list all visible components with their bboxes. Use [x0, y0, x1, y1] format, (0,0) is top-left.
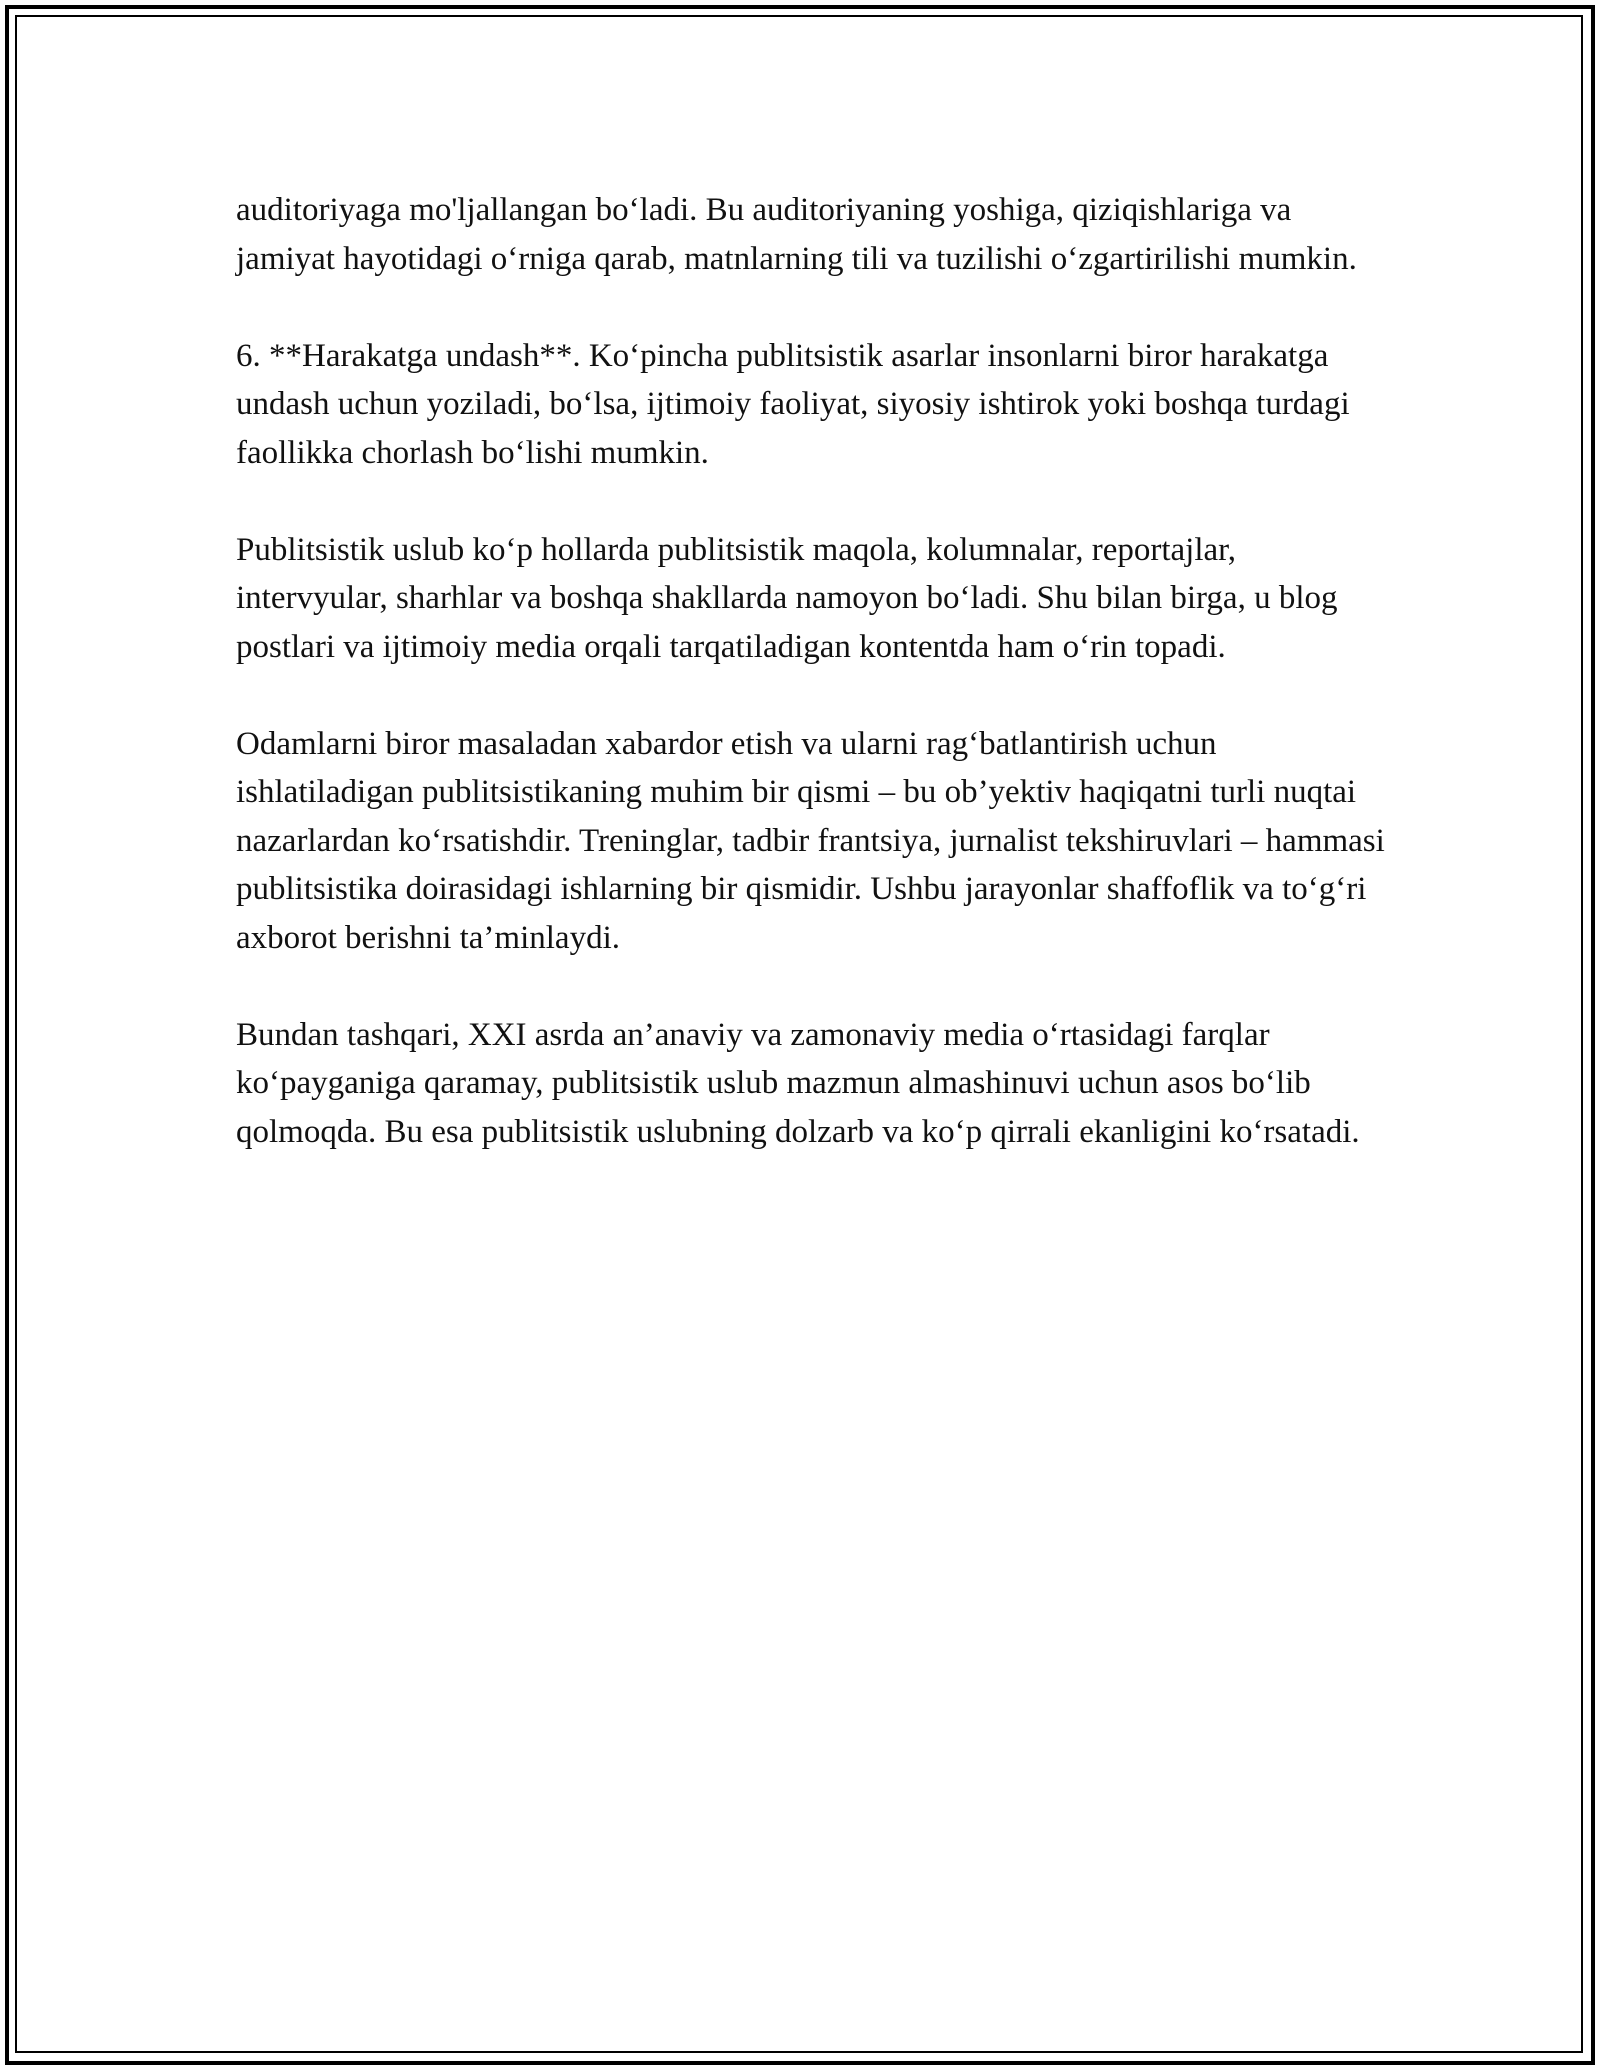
paragraph-audience: auditoriyaga mo'ljallangan bo‘ladi. Bu auditoriyaning yoshiga, qiziqishlariga va jamiyat hayotidagi o‘rniga qarab, matnlarning tili va tuzilishi o‘zgartirilishi mumkin.: [236, 192, 1357, 277]
paragraph-genres: Publitsistik uslub ko‘p hollarda publitsistik maqola, kolumnalar, reportajlar, intervyular, sharhlar va boshqa shakllarda namoyon bo‘ladi. Shu bilan birga, u blog postlari va ijtimoiy media orqali tarqatiladigan kontentda ham o‘rin topadi.: [236, 531, 1338, 665]
paragraph-conclusion: Bundan tashqari, XXI asrda an’anaviy va zamonaviy media o‘rtasidagi farqlar ko‘payganiga qaramay, publitsistik uslub mazmun almashinuvi uchun asos bo‘lib qolmoqda. Bu esa publitsistik uslubning dolzarb va ko‘p qirrali ekanligini ko‘rsatadi.: [236, 1016, 1360, 1150]
paragraph-call-to-action: 6. **Harakatga undash**. Ko‘pincha publitsistik asarlar insonlarni biror harakatga undash uchun yoziladi, bo‘lsa, ijtimoiy faoliyat, siyosiy ishtirok yoki boshqa turdagi faollikka chorlash bo‘lishi mumkin.: [236, 337, 1350, 471]
paragraph-objective-truth: Odamlarni biror masaladan xabardor etish va ularni rag‘batlantirish uchun ishlatiladigan publitsistikaning muhim bir qismi – bu ob’yektiv haqiqatni turli nuqtai nazarlardan ko‘rsatishdir. Treninglar, tadbir frantsiya, jurnalist tekshiruvlari – hammasi publitsistika doirasidagi ishlarning bir qismidir. Ushbu jarayonlar shaffoflik va to‘g‘ri axborot berishni ta’minlaydi.: [236, 725, 1385, 956]
document-body: [236, 186, 1386, 1205]
